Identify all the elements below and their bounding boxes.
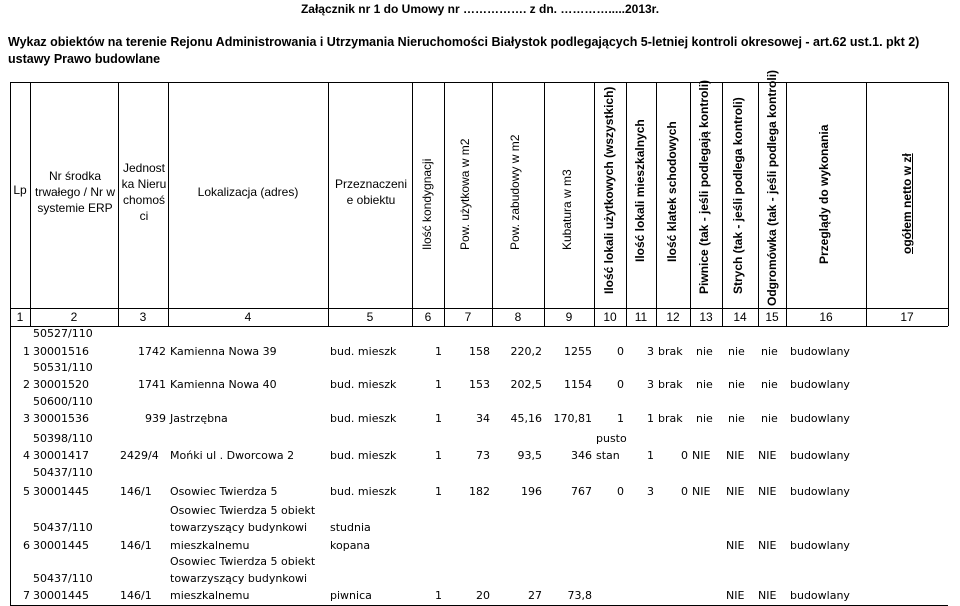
row-przeznaczenie: bud. mieszk [330,378,397,391]
row-lokalizacja: Osowiec Twierdza 5 [170,485,278,498]
row-lokale-mieszk: 3 [647,345,654,358]
row-nr-line1: 50437/110 [33,466,93,479]
col-number: 17 [900,310,914,324]
row-nr-line1: 50600/110 [33,395,93,408]
row-kondygnacje: 1 [435,412,442,425]
row-kondygnacje: 1 [435,345,442,358]
row-przeznaczenie: bud. mieszk [330,485,397,498]
row-odgromowka: NIE [758,539,777,552]
header-lokale-mieszkalne: Ilość lokali mieszkalnych [633,119,647,262]
row-pow-zabudowy: 27 [528,589,542,602]
col-border [444,82,445,326]
col-number: 15 [765,310,779,324]
row-przeznaczenie: bud. mieszk [330,345,397,358]
row-lp: 2 [23,378,30,391]
row-lp: 3 [23,412,30,425]
row-lokale-all-line2: stan [596,449,620,462]
row-odgromowka: nie [761,412,778,425]
row-jednostka: 146/1 [120,539,152,552]
row-strych: NIE [726,449,745,462]
row-kondygnacje: 1 [435,589,442,602]
row-przeznaczenie-line2: kopana [330,539,371,552]
header-kondygnacje: Ilość kondygnacji [420,158,434,250]
row-nr-line2: 30001516 [33,345,89,358]
header-pow-uzytkowa: Pow. użytkowa w m2 [458,138,472,250]
row-odgromowka: NIE [758,449,777,462]
header-kubatura: Kubatura w m3 [560,169,574,250]
col-number: 4 [244,310,252,324]
row-pow-uzytkowa: 158 [469,345,490,358]
row-piwnice: NIE [692,485,711,498]
row-pow-zabudowy: 93,5 [517,449,542,462]
row-nr-line2: 30001445 [33,539,89,552]
row-strych: NIE [726,589,745,602]
col-border [758,82,759,326]
col-number: 7 [464,310,472,324]
row-pow-uzytkowa: 153 [469,378,490,391]
row-lokalizacja: Jastrzębna [170,412,228,425]
col-number: 6 [424,310,432,324]
row-kubatura: 1154 [564,378,592,391]
row-jednostka: 146/1 [120,589,152,602]
header-jednostka: Jednostka Nieruchomości [121,161,167,223]
col-border [656,82,657,326]
col-border [492,82,493,326]
row-nr-line2: 30001445 [33,589,89,602]
row-przeznaczenie-line1: studnia [330,521,371,534]
row-lokalizacja: Kamienna Nowa 39 [170,345,277,358]
col-number: 12 [666,310,680,324]
row-lp: 1 [23,345,30,358]
col-number: 9 [565,310,573,324]
row-nr-line2: 30001520 [33,378,89,391]
row-lokalizacja: Mońki ul . Dworcowa 2 [170,449,295,462]
row-przeglady: budowlany [790,539,850,552]
row-lokale-mieszk: 3 [647,378,654,391]
row-przeglady: budowlany [790,345,850,358]
row-nr-line1: 50398/110 [33,432,93,445]
row-nr-line2: 30001417 [33,449,89,462]
row-strych: nie [728,378,745,391]
row-lokalizacja-line1: Osowiec Twierdza 5 obiekt [170,555,316,568]
row-kondygnacje: 1 [435,378,442,391]
col-number: 5 [366,310,374,324]
row-pow-uzytkowa: 73 [476,449,490,462]
col-border [168,82,169,326]
row-lokale-mieszk: 1 [647,449,654,462]
document-title: Załącznik nr 1 do Umowy nr ……………. z dn. ………….....2013r. [300,2,660,16]
row-lp: 7 [23,589,30,602]
col-border [786,82,787,326]
row-nr-line2: 30001536 [33,412,89,425]
row-przeznaczenie: bud. mieszk [330,449,397,462]
row-piwnice: nie [696,345,713,358]
header-bottom-border [10,308,948,309]
row-pow-uzytkowa: 182 [469,485,490,498]
row-odgromowka: nie [761,345,778,358]
row-klatki: 0 [681,449,688,462]
col-border [544,82,545,326]
col-border [866,82,867,326]
row-piwnice: nie [696,412,713,425]
row-lokale-all: 0 [617,378,624,391]
table-top-border [10,82,948,83]
header-piwnice: Piwnice (tak - jeśli podlegają kontroli) [697,79,711,294]
row-pow-zabudowy: 220,2 [510,345,542,358]
row-strych: NIE [726,485,745,498]
row-strych: nie [728,345,745,358]
row-przeglady: budowlany [790,485,850,498]
col-border [948,82,949,326]
col-border [690,82,691,326]
row-pow-zabudowy: 196 [521,485,542,498]
col-border [594,82,595,326]
row-nr-line2: 30001445 [33,485,89,498]
row-jednostka: 1741 [138,378,166,391]
row-kubatura: 170,81 [553,412,592,425]
row-lokalizacja: Kamienna Nowa 40 [170,378,277,391]
row-lokalizacja-line3: mieszkalnemu [170,539,250,552]
row-przeznaczenie: piwnica [330,589,372,602]
row-klatki: 0 [681,485,688,498]
colnum-bottom-border [10,326,948,327]
row-lokalizacja-line3: mieszkalnemu [170,589,250,602]
row-strych: NIE [726,539,745,552]
document-intro: Wykaz obiektów na terenie Rejonu Administrowania i Utrzymania Nieruchomości Białystok podlegających 5-letniej kontroli okresowej - art.62 ust.1. pkt 2) ustawy Prawo budowlane [8,35,920,66]
col-number: 11 [634,310,648,324]
row-odgromowka: nie [761,378,778,391]
row-przeglady: budowlany [790,378,850,391]
row-jednostka: 2429/4 [120,449,159,462]
row-nr-line1: 50437/110 [33,521,93,534]
header-strych: Strych (tak - jeśli podlega kontroli) [731,97,745,294]
row-jednostka: 1742 [138,345,166,358]
row-nr-line1: 50527/110 [33,327,93,340]
row-przeznaczenie: bud. mieszk [330,412,397,425]
row-lp: 4 [23,449,30,462]
header-klatki-schodowe: Ilość klatek schodowych [665,121,679,262]
header-przeglady: Przeglądy do wykonania [817,124,831,264]
row-odgromowka: NIE [758,589,777,602]
row-lokale-all: 0 [617,485,624,498]
header-przeznaczenie: Przeznaczenie obiektu [334,177,408,207]
row-pow-zabudowy: 202,5 [510,378,542,391]
row-pow-uzytkowa: 34 [476,412,490,425]
row-przeglady: budowlany [790,589,850,602]
row-kubatura: 767 [571,485,592,498]
header-pow-zabudowy: Pow. zabudowy w m2 [508,134,522,250]
row-kubatura: 346 [571,449,592,462]
row-nr-line1: 50437/110 [33,572,93,585]
row-piwnice: nie [696,378,713,391]
col-number: 1 [16,310,24,324]
row-lokale-mieszk: 1 [647,412,654,425]
row-lokalizacja-line1: Osowiec Twierdza 5 obiekt [170,504,316,517]
col-number: 2 [70,310,78,324]
col-number: 14 [733,310,747,324]
row-lp: 5 [23,485,30,498]
col-border [412,82,413,326]
header-nr-srodka: Nr środka trwałego / Nr w systemie ERP [34,169,116,215]
row-jednostka: 146/1 [120,485,152,498]
row-kubatura: 73,8 [567,589,592,602]
row-kondygnacje: 1 [435,449,442,462]
row-kubatura: 1255 [564,345,592,358]
row-lokale-all: 0 [617,345,624,358]
row-kondygnacje: 1 [435,485,442,498]
col-number: 3 [139,310,147,324]
header-lokalizacja: Lokalizacja (adres) [197,185,299,199]
row-lokale-mieszk: 3 [647,485,654,498]
col-border [328,82,329,326]
col-number: 13 [699,310,713,324]
header-ogolem-netto: ogółem netto w zł [900,153,914,254]
col-border [626,82,627,326]
col-border [30,82,31,326]
row-lokale-all: 1 [617,412,624,425]
row-klatki: brak [658,378,683,391]
row-pow-uzytkowa: 20 [476,589,490,602]
row-lokalizacja-line2: towarzyszący budynkowi [170,521,308,534]
row-pow-zabudowy: 45,16 [510,412,542,425]
row-lokalizacja-line2: towarzyszący budynkowi [170,572,308,585]
col-border [118,82,119,326]
col-number: 10 [603,310,617,324]
row-klatki: brak [658,412,683,425]
header-lp: Lp [13,183,27,197]
row-strych: nie [728,412,745,425]
row-jednostka: 939 [145,412,166,425]
row-klatki: brak [658,345,683,358]
col-border [722,82,723,326]
col-number: 16 [819,310,833,324]
header-odgromowka: Odgromówka (tak - jeśli podlega kontroli) [765,69,779,306]
row-nr-line1: 50531/110 [33,361,93,374]
row-odgromowka: NIE [758,485,777,498]
row-przeglady: budowlany [790,412,850,425]
row-piwnice: NIE [692,449,711,462]
row-lokale-all-line1: pusto [596,432,627,445]
row-przeglady: budowlany [790,449,850,462]
header-lokale-wszystkie: Ilość lokali użytkowych (wszystkich) [602,86,616,294]
row-lp: 6 [23,539,30,552]
col-number: 8 [514,310,522,324]
